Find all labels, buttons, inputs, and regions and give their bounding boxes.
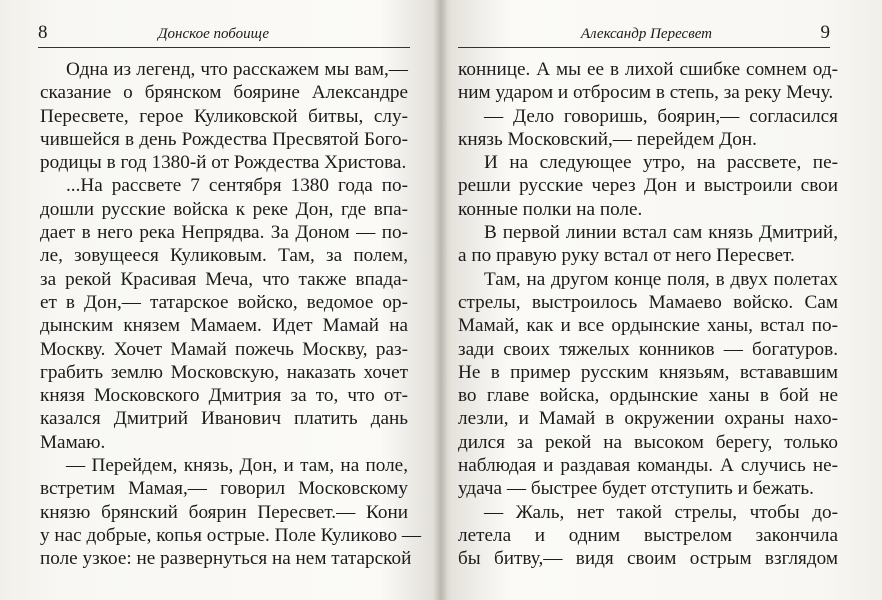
text-line: ет в Дон,— татарское войско, ведомое ор- [40,291,408,313]
text-line: ...На рассвете 7 сентября 1380 года по- [66,175,408,197]
text-line: — Дело говоришь, боярин,— согласился [484,105,838,127]
text-line: — Перейдем, князь, Дон, и там, на поле, [66,455,408,477]
text-line: наблюдая и раздавая команды. А случись не- [458,455,838,477]
text-line: решли русские через Дон и выстроили свои [458,175,838,197]
text-line: князя Московского Дмитрия за то, что от- [40,385,408,407]
text-line: Мамаю. [40,431,106,453]
text-line: конные полки на поле. [458,198,643,220]
text-line: Там, на другом конце поля, в двух полетах [484,268,838,290]
text-line: у нас добрые, копья острые. Поле Куликово — [40,524,422,546]
right-page-header [458,22,830,46]
text-line: дает в него река Непрядва. За Доном — по- [40,222,408,244]
left-running-head: Донское побоище [158,26,269,42]
text-line: лезли, и Мамай в окружении охраны нахо- [458,408,838,430]
text-line: князю брянский боярин Пересвет.— Кони [40,501,408,523]
text-line: казался Дмитрий Иванович платить дань [40,408,408,430]
text-line: бы битву,— видя своим острым взглядом [458,548,838,570]
text-line: коннице. А мы ее в лихой сшибке сомнем од- [458,59,838,80]
right-header-rule [458,47,830,48]
left-page [0,0,440,600]
text-line: а по правую руку встал от него Пересвет. [458,245,795,267]
text-line: князь Московский,— перейдем Дон. [458,128,757,150]
text-line: дился за рекой на высоком берегу, только [458,431,838,453]
right-page-text [458,58,838,571]
left-page-number: 8 [38,22,48,43]
text-line: — Жаль, нет такой стрелы, чтобы до- [484,501,838,523]
text-line: дынским князем Мамаем. Идет Мамай на [40,315,408,337]
text-line: ле, зовущееся Куликовым. Там, за полем, [40,245,408,267]
text-line: зади своих тяжелых конников — богатуров. [458,338,838,360]
text-line: чившейся в день Рождества Пресвятой Бого- [40,128,408,150]
text-line: родицы в год 1380-й от Рождества Христова. [40,152,407,174]
text-line: Не в пример русским князьям, встававшим [458,361,838,383]
text-line: поле узкое: не развернуться на нем татарской [40,548,412,570]
text-line: В первой линии встал сам князь Дмитрий, [484,222,838,244]
text-line: грабить землю Московскую, наказать хочет [40,361,408,383]
text-line: ним ударом и отбросим в степь, за реку Мечу. [458,82,834,104]
text-line: удача — быстрее будет отступить и бежать. [458,478,814,500]
text-line: Москву. Хочет Мамай пожечь Москву, раз- [40,338,408,360]
text-line: сказание о брянском боярине Александре [40,82,408,104]
text-line: И на следующее утро, на рассвете, пе- [484,152,838,174]
right-page-number: 9 [820,22,830,43]
text-line: Пересвете, герое Куликовской битвы, слу- [40,105,408,127]
left-page-header [38,22,410,46]
left-header-rule [38,47,410,48]
text-line: Одна из легенд, что расскажем мы вам,— [66,59,408,80]
text-line: встретим Мамая,— говорил Московскому [40,478,408,500]
text-line: дошли русские войска к реке Дон, где впа- [40,198,408,220]
text-line: летела и одним выстрелом закончила [458,524,838,546]
text-line: во главе войска, ордынские ханы в бой не [458,385,838,407]
left-page-text [40,58,422,571]
right-page [442,0,882,600]
text-line: Мамай, как и все ордынские ханы, встал по- [458,315,838,337]
text-line: стрелы, выстроилось Мамаево войско. Сам [458,291,838,313]
right-running-head: Александр Пересвет [580,26,712,42]
text-line: за рекой Красивая Меча, что также впада- [40,268,408,290]
